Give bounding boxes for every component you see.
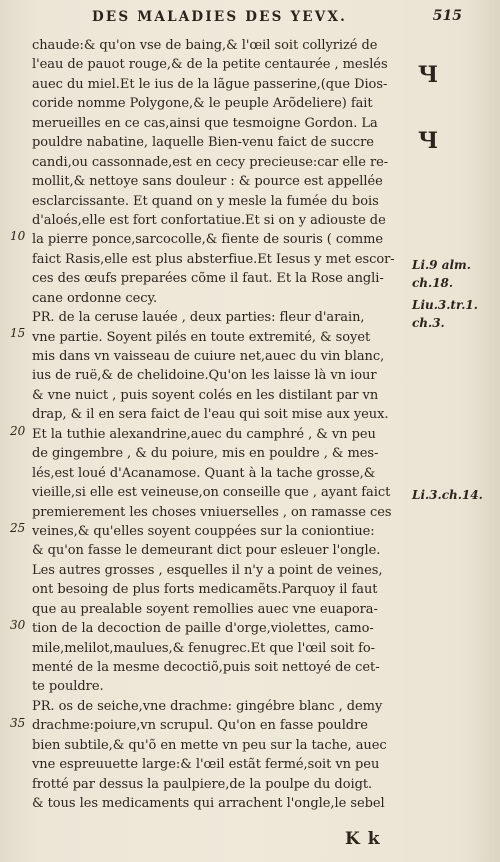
text-line: drap, & il en sera faict de l'eau qui soit mise aux yeux. (32, 407, 389, 423)
line-number: 20 (10, 424, 26, 438)
page-number: 515 (432, 8, 462, 24)
text-line: premierement les choses vniuerselles , on ramasse ces (32, 504, 392, 520)
text-line: vne espreuuette large:& l'œil estãt fermé,soit vn peu (32, 757, 380, 773)
line-number: 35 (10, 716, 26, 730)
line-number: 10 (10, 229, 26, 243)
text-line: cane ordonne cecy. (32, 290, 158, 306)
text-line: & vne nuict , puis soyent colés en les distilant par vn (32, 387, 379, 403)
text-line: vieille,si elle est veineuse,on conseille que , ayant faict (32, 485, 391, 501)
text-line: merueilles en ce cas,ainsi que tesmoigne Gordon. La (32, 115, 378, 131)
line-number: 30 (10, 618, 26, 632)
text-line: Les autres grosses , esquelles il n'y a point de veines, (32, 562, 383, 578)
text-line: esclarcissante. Et quand on y mesle la fumée du bois (32, 193, 379, 209)
text-line: faict Rasis,elle est plus absterfiue.Et Iesus y met escor- (32, 251, 395, 267)
text-line: & tous les medicaments qui arrachent l'ongle,le sebel (32, 796, 385, 812)
line-number: 15 (10, 326, 26, 340)
margin-reference: Liu.3.tr.1. (412, 298, 478, 312)
text-line: mile,melilot,maulues,& fenugrec.Et que l'œil soit fo- (32, 640, 376, 656)
margin-reference: Li.3.ch.14. (412, 488, 483, 502)
running-title: DES MALADIES DES YEVX. (92, 9, 348, 25)
signature-mark: K k (345, 829, 381, 849)
page-header (0, 6, 500, 28)
text-line: que au prealable soyent remollies auec vne euapora- (32, 601, 378, 617)
text-line: vne partie. Soyent pilés en toute extremité, & soyet (32, 329, 371, 345)
text-line: drachme:poiure,vn scrupul. Qu'on en fasse pouldre (32, 718, 368, 734)
text-line: Et la tuthie alexandrine,auec du camphré , & vn peu (32, 426, 376, 442)
text-line: te pouldre. (32, 679, 104, 695)
text-line: veines,& qu'elles soyent couppées sur la coniontiue: (32, 523, 375, 539)
line-number: 25 (10, 521, 26, 535)
text-line: ont besoing de plus forts medicamẽts.Parquoy il faut (32, 582, 378, 598)
text-line: d'aloés,elle est fort confortatiue.Et si on y adiouste de (32, 212, 386, 228)
text-line: bien subtile,& qu'õ en mette vn peu sur la tache, auec (32, 737, 387, 753)
text-line: mis dans vn vaisseau de cuiure net,auec du vin blanc, (32, 349, 385, 364)
text-line: PR. os de seiche,vne drachme: gingébre blanc , demy (32, 698, 383, 714)
pilcrow-mark-icon: Ч (418, 128, 439, 154)
body-text (32, 36, 412, 814)
margin-reference: Li.9 alm. (412, 258, 471, 272)
text-line: lés,est loué d'Acanamose. Quant à la tache grosse,& (32, 465, 376, 481)
margin-reference: ch.3. (412, 316, 445, 330)
text-line: coride nomme Polygone,& le peuple Arõdeliere) fait (32, 96, 373, 112)
text-line: PR. de la ceruse lauée , deux parties: fleur d'arain, (32, 310, 365, 326)
text-line: ces des œufs preparées cõme il faut. Et la Rose angli- (32, 271, 384, 287)
text-line: menté de la mesme decoctiõ,puis soit nettoyé de cet- (32, 660, 380, 675)
text-line: pouldre nabatine, laquelle Bien-venu faict de succre (32, 135, 374, 151)
text-line: frotté par dessus la paulpiere,de la poulpe du doigt. (32, 776, 373, 792)
text-line: de gingembre , & du poiure, mis en pouldre , & mes- (32, 446, 379, 462)
text-line: candi,ou cassonnade,est en cecy precieuse:car elle re- (32, 154, 389, 170)
text-line: chaude:& qu'on vse de baing,& l'œil soit collyrizé de (32, 38, 378, 53)
text-line: auec du miel.Et le ius de la lãgue passerine,(que Dios- (32, 76, 388, 92)
margin-reference: ch.18. (412, 276, 454, 290)
pilcrow-mark-icon: Ч (418, 62, 439, 88)
text-line: ius de ruë,& de chelidoine.Qu'on les laisse là vn iour (32, 368, 377, 384)
text-line: tion de la decoction de paille d'orge,violettes, camo- (32, 621, 374, 637)
text-line: & qu'on fasse le demeurant dict pour esleuer l'ongle. (32, 543, 381, 559)
text-line: l'eau de pauot rouge,& de la petite centaurée , meslés (32, 57, 388, 73)
text-line: mollit,& nettoye sans douleur : & pource est appellée (32, 174, 383, 190)
text-line: la pierre ponce,sarcocolle,& fiente de souris ( comme (32, 232, 384, 248)
